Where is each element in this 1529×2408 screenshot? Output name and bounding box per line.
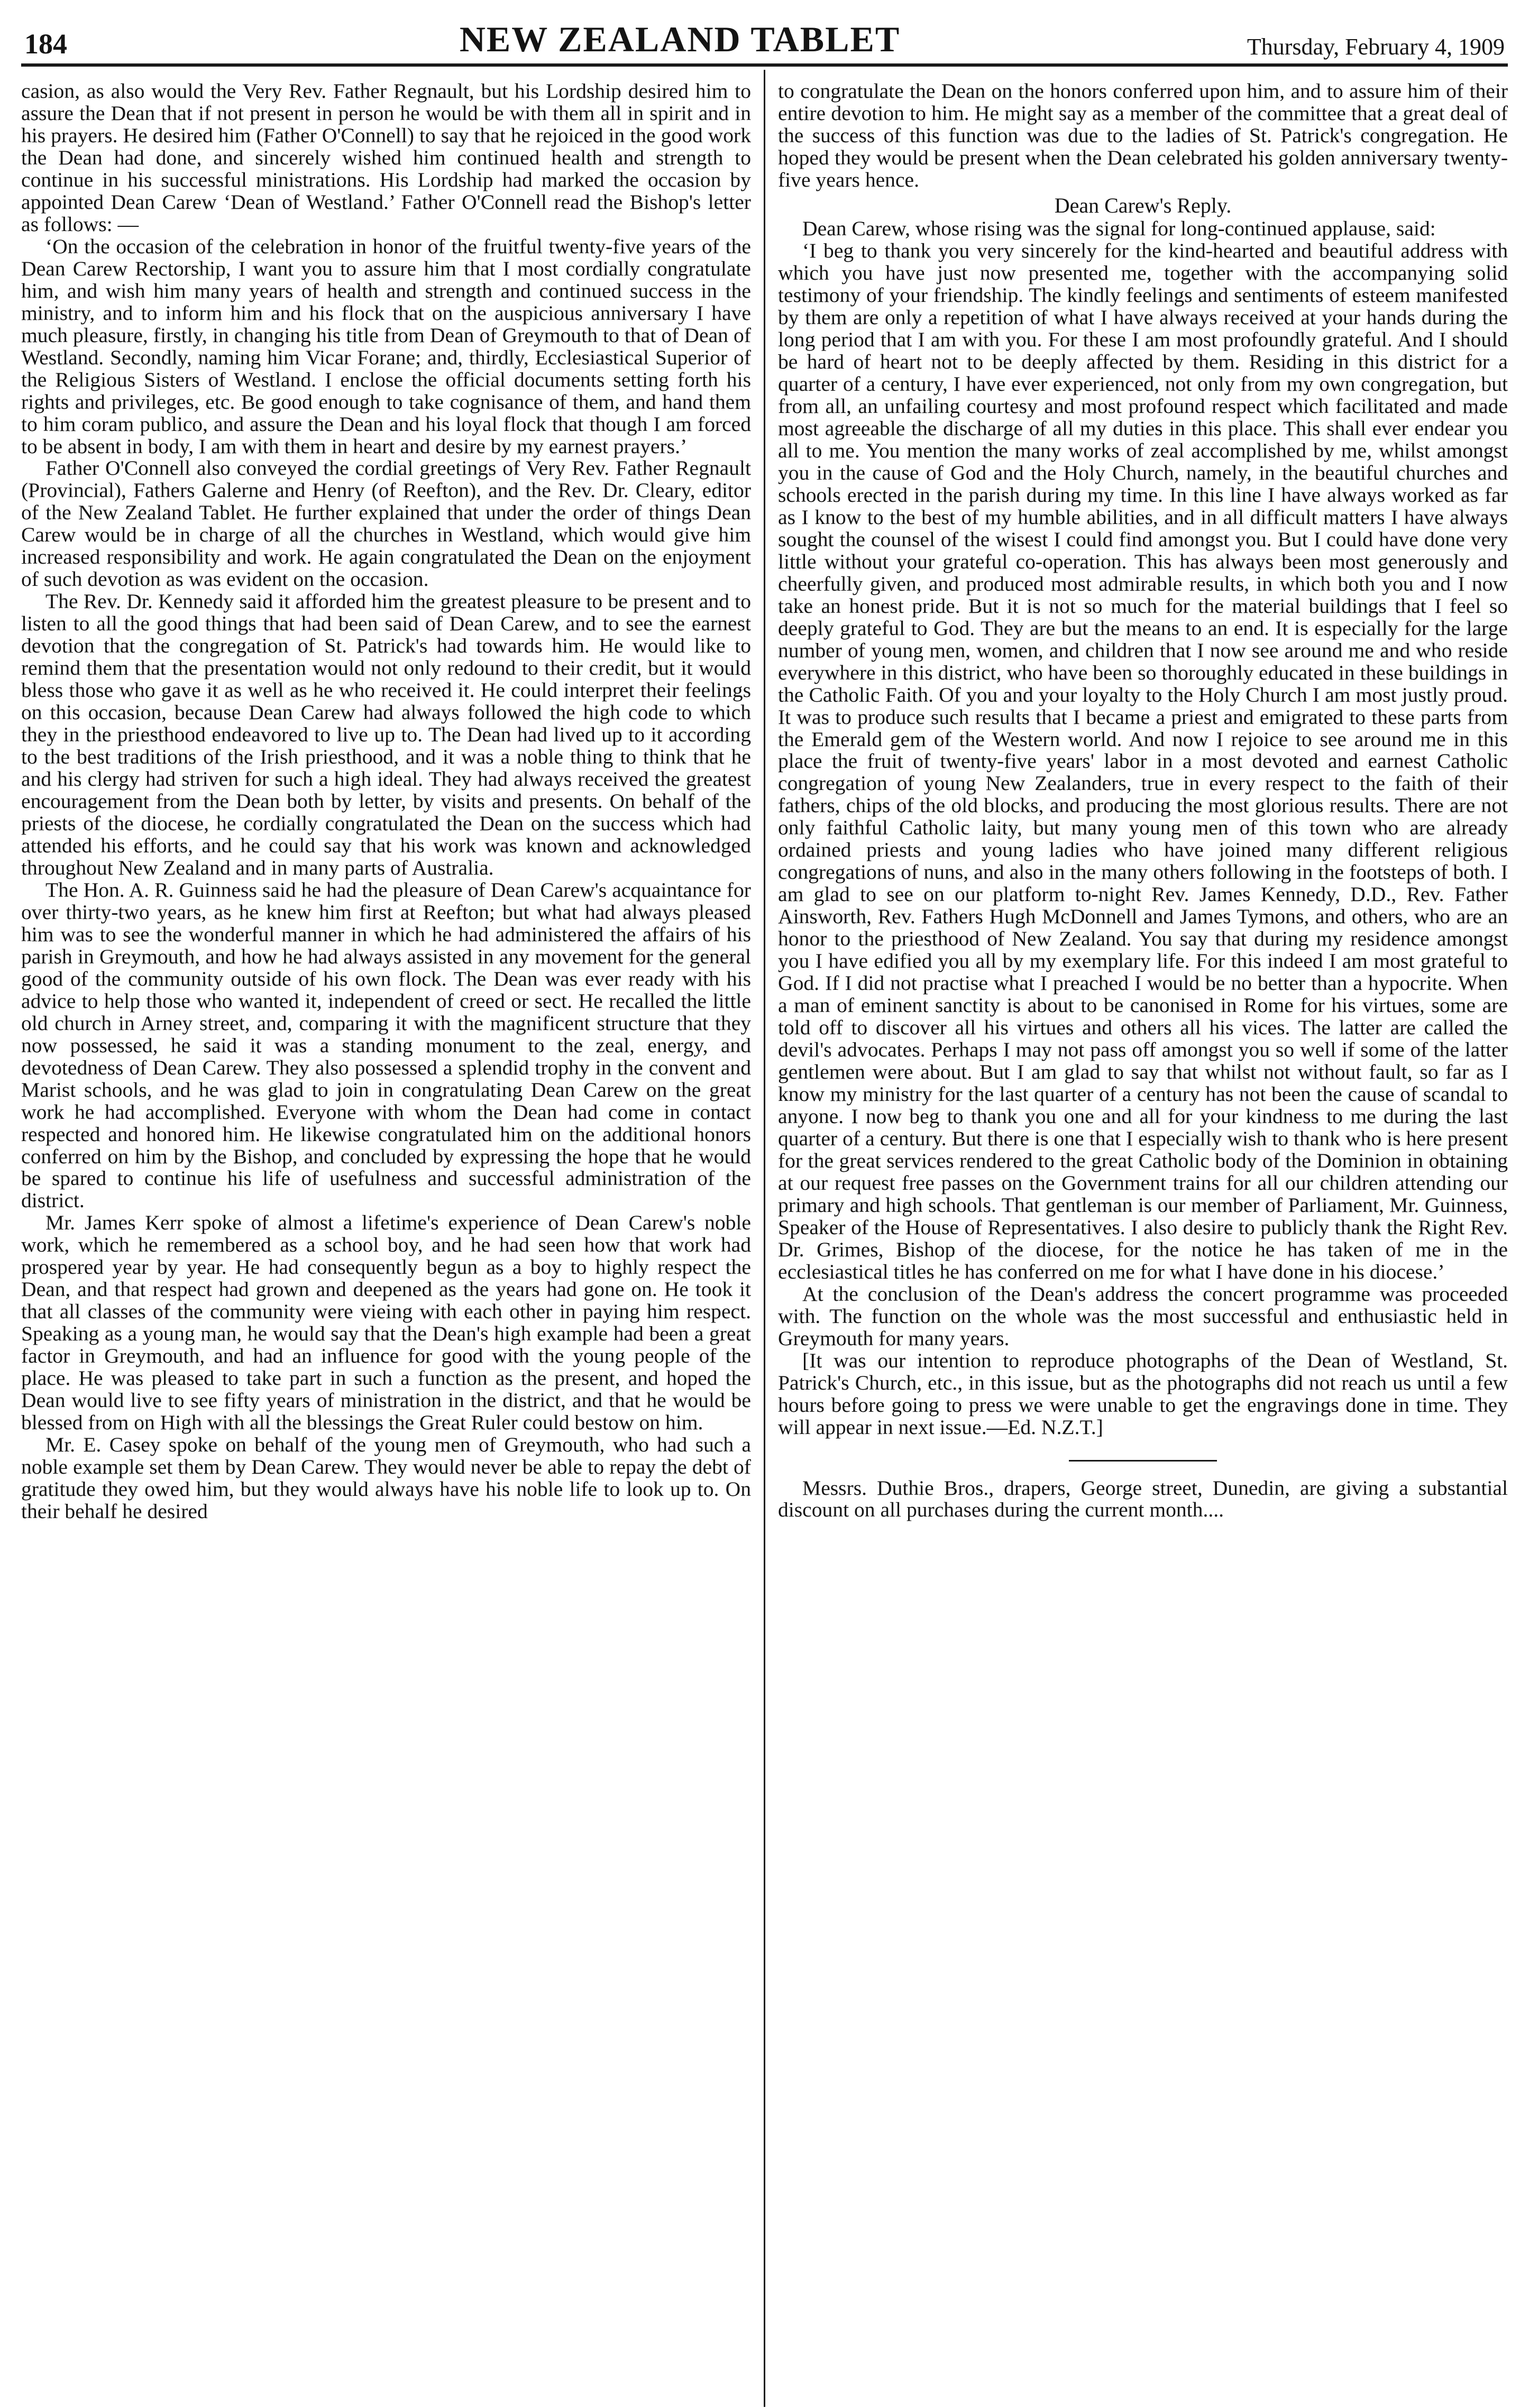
paragraph: The Hon. A. R. Guinness said he had the pleasure of Dean Carew's acquaintance for over thirty-two years, as he knew him first at Reefton; but what had always pleased him was to see the wonderful manner in which he had administered the affairs of his parish in Greymouth, and how he had always assisted in any movement for the general good of the community outside of his own flock. The Dean was ever ready with his advice to help those who wanted it, independent of creed or sect. He recalled the little old church in Arney street, and, comparing it with the magnificent structure that they now possessed, he said it was a standing monument to the zeal, energy, and devotedness of Dean Carew. They also possessed a splendid trophy in the convent and Marist schools, and he was glad to join in congratulating Dean Carew on the great work he had accomplished. Everyone with whom the Dean had come in contact respected and honored him. He likewise congratulated him on the additional honors conferred on him by the Bishop, and concluded by expressing the hope that he would be spared to continue his life of usefulness and successful administration of the district. <box>21 878 751 1212</box>
editor-note: [It was our intention to reproduce photographs of the Dean of Westland, St. Patrick's Church, etc., in this issue, but as the photographs did not reach us until a few hours before going to press we were unable to get the engravings done in time. They will appear in next issue.—Ed. N.Z.T.] <box>778 1348 1508 1439</box>
page-number: 184 <box>24 28 67 60</box>
paragraph: Mr. E. Casey spoke on behalf of the young men of Greymouth, who had such a noble example set them by Dean Carew. They would never be able to repay the debt of gratitude they owed him, but they would always have his noble life to look up to. On their behalf he desired <box>21 1433 751 1523</box>
paragraph: At the conclusion of the Dean's address the concert programme was proceeded with. The function on the whole was the most successful and enthusiastic held in Greymouth for many years. <box>778 1282 1508 1350</box>
paragraph: Dean Carew, whose rising was the signal for long-continued applause, said: <box>802 217 1436 241</box>
article-columns <box>21 80 1508 2407</box>
section-rule <box>1069 1460 1217 1462</box>
left-column <box>21 80 751 2386</box>
advertisement: Messrs. Duthie Bros., drapers, George street, Dunedin, are giving a substantial discount on all purchases during the current month.... <box>778 1476 1508 1522</box>
bishop-letter: ‘On the occasion of the celebration in honor of the fruitful twenty-five years of the Dean Carew Rectorship, I want you to assure him that I most cordially congratulate him, and wish him many years of health and strength and continued success in the ministry, and to inform him and his flock that on the auspicious anniversary I have much pleasure, firstly, in changing his title from Dean of Greymouth to that of Dean of Westland. Secondly, naming him Vicar Forane; and, thirdly, Ecclesiastical Superior of the Religious Sisters of Westland. I enclose the official documents setting forth his rights and privileges, etc. Be good enough to take cognisance of them, and hand them to him coram publico, and assure the Dean and his loyal flock that though I am forced to be absent in body, I am with them in heart and desire by my earnest prayers.’ <box>21 234 751 458</box>
paragraph: The Rev. Dr. Kennedy said it afforded him the greatest pleasure to be present and to listen to all the good things that had been said of Dean Carew, and to see the earnest devotion that the congregation of St. Patrick's had towards him. He would like to remind them that the presentation would not only redound to their credit, but it would bless those who gave it as well as he who received it. He could interpret their feelings on this occasion, because Dean Carew had always followed the high code to which they in the priesthood endeavored to live up to. The Dean had lived up to it according to the best traditions of the Irish priesthood, and it was a noble thing to think that he and his clergy had striven for such a high ideal. They had always received the greatest encouragement from the Dean both by letter, by visits and presents. On behalf of the priests of the diocese, he cordially congratulated the Dean on the success which had attended his efforts, and he could say that his work was known and acknowledged throughout New Zealand and in many parts of Australia. <box>21 590 751 879</box>
issue-date: Thursday, February 4, 1909 <box>1247 34 1505 60</box>
column-divider <box>764 70 765 2407</box>
section-heading: Dean Carew's Reply. <box>1054 193 1232 217</box>
masthead <box>21 10 1508 67</box>
journal-title: NEW ZEALAND TABLET <box>459 19 901 59</box>
dean-reply: ‘I beg to thank you very sincerely for the kind-hearted and beautiful address with which you have just now presented me, together with the accompanying solid testimony of your friendship. The kindly feelings and sentiments of esteem manifested by them are only a repetition of what I have always received at your hands during the long period that I am with you. For these I am most profoundly grateful. And I should be hard of heart not to be deeply affected by them. Residing in this district for a quarter of a century, I have ever experienced, not only from my own congregation, but from all, an unfailing courtesy and most profound respect which facilitated and made most agreeable the discharge of all my duties in this place. This shall ever endear you all to me. You mention the many works of zeal accomplished by me, whilst amongst you in the cause of God and the Holy Church, namely, in the beautiful churches and schools erected in the parish during my time. In this line I have always worked as far as I know to the best of my humble abilities, and in all difficult matters I have always sought the counsel of the wisest I could find amongst you. But I could have done very little without your grateful co-operation. This has always been most generously and cheerfully given, and produced most admirable results, in which both you and I now take an honest pride. But it is not so much for the material buildings that I feel so deeply grateful to God. They are but the means to an end. It is especially for the large number of young men, women, and children that I now see around me and who reside everywhere in this district, who have been so thoroughly educated in these buildings in the Catholic Faith. Of you and your loyalty to the Holy Church I am most justly proud. It was to produce such results that I became a priest and emigrated to these parts from the Emerald gem of the Western world. And now I rejoice to see around me in this place the fruit of twenty-five years' labor in a most devoted and earnest Catholic congregation of young New Zealanders, true in every respect to the faith of their fathers, chips of the old blocks, and producing the most glorious results. There are not only faithful Catholic laity, but many young men of this town who are already ordained priests and young ladies who have joined many different religious congregations of nuns, and also in the many others following in the footsteps of both. I am glad to see on our platform to-night Rev. James Kennedy, D.D., Rev. Father Ainsworth, Rev. Fathers Hugh McDonnell and James Tymons, and others, who are an honor to the priesthood of New Zealand. You say that during my residence amongst you I have edified you all by my exemplary life. For this indeed I am most grateful to God. If I did not practise what I preached I would be no better than a hypocrite. When a man of eminent sanctity is about to be canonised in Rome for his virtues, some are told off to discover all his virtues and others all his vices. The latter are called the devil's advocates. Perhaps I may not pass off amongst you so well if some of the latter gentlemen were about. But I am glad to say that whilst not without fault, so far as I know my ministry for the last quarter of a century has not been the cause of scandal to anyone. I now beg to thank you one and all for your kindness to me during the last quarter of a century. But there is one that I especially wish to thank who is here present for the great services rendered to the great Catholic body of the Dominion in obtaining at our request free passes on the Government trains for all our children attending our primary and high schools. That gentleman is our member of Parliament, Mr. Guinness, Speaker of the House of Representatives. I also desire to publicly thank the Right Rev. Dr. Grimes, Bishop of the diocese, for the notice he has taken of me in the ecclesiastical titles he has conferred on me for what I have done in his diocese.’ <box>778 239 1508 1283</box>
paragraph: to congratulate the Dean on the honors conferred upon him, and to assure him of their entire devotion to him. He might say as a member of the committee that a great deal of the success of this function was due to the ladies of St. Patrick's congregation. He hoped they would be present when the Dean celebrated his golden anniversary twenty-five years hence. <box>778 80 1508 191</box>
paragraph: Father O'Connell also conveyed the cordial greetings of Very Rev. Father Regnault (Provincial), Fathers Galerne and Henry (of Reefton), and the Rev. Dr. Cleary, editor of the New Zealand Tablet. He further explained that under the order of things Dean Carew would be in charge of all the churches in Westland, which would give him increased responsibility and work. He again congratulated the Dean on the enjoyment of such devotion as was evident on the occasion. <box>21 456 751 591</box>
paragraph: Mr. James Kerr spoke of almost a lifetime's experience of Dean Carew's noble work, which he remembered as a school boy, and he had seen how that work had prospered year by year. He had consequently begun as a boy to highly respect the Dean, and that respect had grown and deepened as the years had gone on. He took it that all classes of the community were vieing with each other in paying him respect. Speaking as a young man, he would say that the Dean's high example had been a great factor in Greymouth, and had an influence for good with the young people of the place. He was pleased to take part in such a function as the present, and hoped the Dean would live to see fifty years of ministration in the district, and that he would be blessed from on High with all the blessings the Great Ruler could bestow on him. <box>21 1211 751 1435</box>
right-column <box>778 80 1508 2386</box>
paragraph: casion, as also would the Very Rev. Father Regnault, but his Lordship desired him to assure the Dean that if not present in person he would be with them all in spirit and in his prayers. He desired him (Father O'Connell) to say that he rejoiced in the good work the Dean had done, and sincerely wished him continued health and strength to continue in his successful ministrations. His Lordship had marked the occasion by appointed Dean Carew ‘Dean of Westland.’ Father O'Connell read the Bishop's letter as follows: — <box>21 80 751 236</box>
